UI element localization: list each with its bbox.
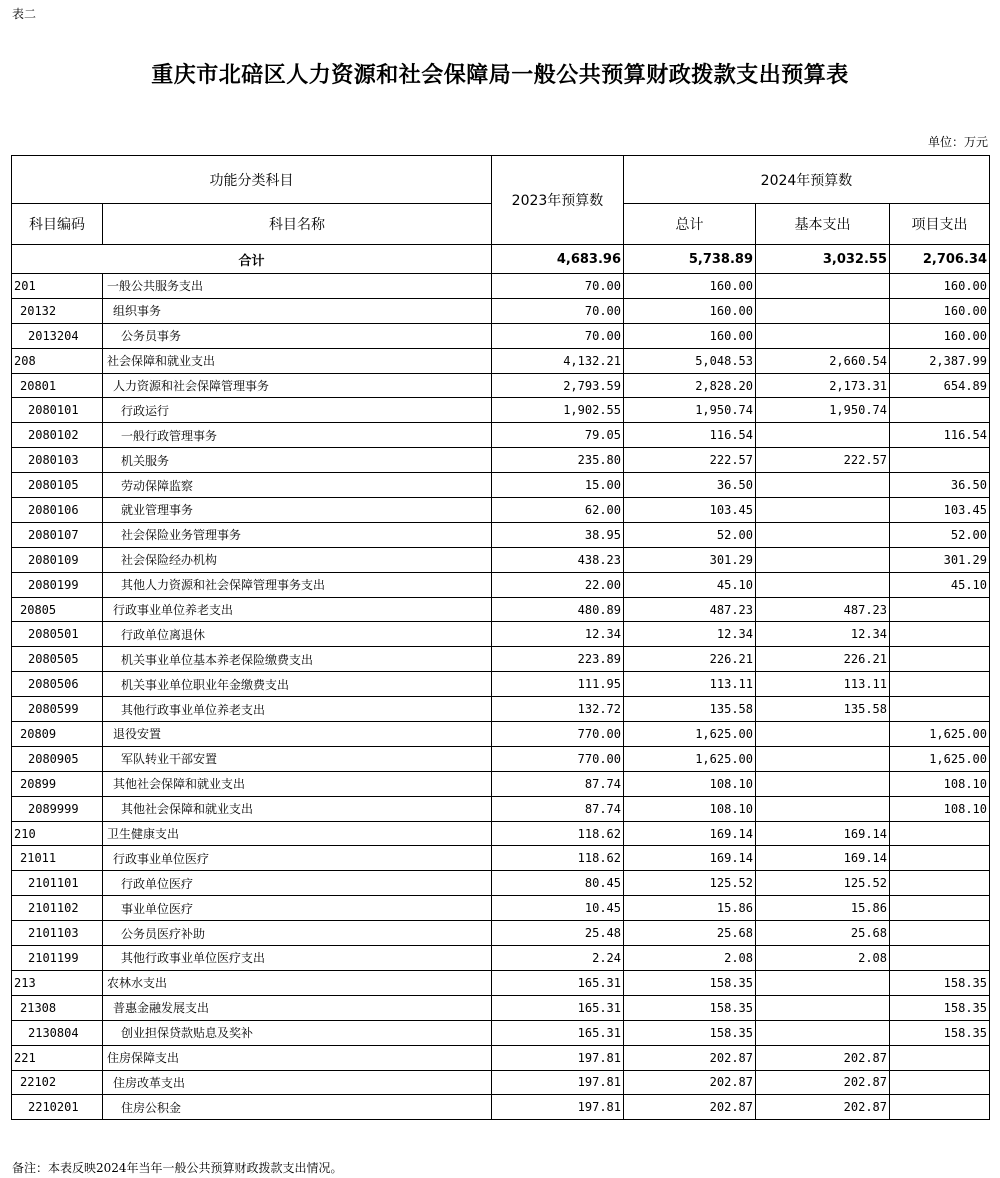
row-total: 103.45 <box>624 498 756 523</box>
row-budget-2023: 70.00 <box>492 274 624 299</box>
row-basic: 2.08 <box>756 946 890 971</box>
row-code: 21308 <box>12 995 103 1020</box>
header-total: 总计 <box>624 204 756 245</box>
row-name: 公务员事务 <box>103 323 492 348</box>
row-project: 160.00 <box>890 274 990 299</box>
row-name: 一般公共服务支出 <box>103 274 492 299</box>
table-row <box>12 672 990 697</box>
row-name: 公务员医疗补助 <box>103 921 492 946</box>
row-basic <box>756 522 890 547</box>
row-basic: 15.86 <box>756 896 890 921</box>
row-basic: 169.14 <box>756 846 890 871</box>
row-code: 21011 <box>12 846 103 871</box>
row-project: 160.00 <box>890 298 990 323</box>
row-name: 创业担保贷款贴息及奖补 <box>103 1020 492 1045</box>
row-project: 36.50 <box>890 473 990 498</box>
row-budget-2023: 2,793.59 <box>492 373 624 398</box>
row-project <box>890 622 990 647</box>
table-row <box>12 298 990 323</box>
row-total: 52.00 <box>624 522 756 547</box>
table-row <box>12 522 990 547</box>
row-name: 事业单位医疗 <box>103 896 492 921</box>
row-name: 其他行政事业单位养老支出 <box>103 697 492 722</box>
row-project: 108.10 <box>890 771 990 796</box>
total-basic: 3,032.55 <box>756 245 890 274</box>
row-code: 2080501 <box>12 622 103 647</box>
row-budget-2023: 235.80 <box>492 448 624 473</box>
table-row <box>12 846 990 871</box>
table-row <box>12 423 990 448</box>
row-budget-2023: 12.34 <box>492 622 624 647</box>
row-name: 普惠金融发展支出 <box>103 995 492 1020</box>
row-total: 202.87 <box>624 1045 756 1070</box>
row-total: 108.10 <box>624 771 756 796</box>
row-basic: 226.21 <box>756 647 890 672</box>
row-basic <box>756 970 890 995</box>
row-project: 301.29 <box>890 547 990 572</box>
row-project <box>890 821 990 846</box>
row-code: 2101103 <box>12 921 103 946</box>
row-code: 2130804 <box>12 1020 103 1045</box>
row-total: 202.87 <box>624 1095 756 1120</box>
row-total: 169.14 <box>624 821 756 846</box>
row-project: 2,387.99 <box>890 348 990 373</box>
row-basic: 1,950.74 <box>756 398 890 423</box>
row-budget-2023: 70.00 <box>492 298 624 323</box>
row-name: 就业管理事务 <box>103 498 492 523</box>
header-basic: 基本支出 <box>756 204 890 245</box>
row-total: 301.29 <box>624 547 756 572</box>
row-code: 20805 <box>12 597 103 622</box>
row-budget-2023: 132.72 <box>492 697 624 722</box>
table-row <box>12 398 990 423</box>
row-code: 201 <box>12 274 103 299</box>
row-project <box>890 672 990 697</box>
row-basic: 113.11 <box>756 672 890 697</box>
table-row <box>12 746 990 771</box>
table-row <box>12 274 990 299</box>
row-name: 行政单位离退休 <box>103 622 492 647</box>
total-total: 5,738.89 <box>624 245 756 274</box>
row-code: 20132 <box>12 298 103 323</box>
row-total: 222.57 <box>624 448 756 473</box>
row-basic <box>756 796 890 821</box>
row-name: 行政事业单位养老支出 <box>103 597 492 622</box>
row-code: 2080199 <box>12 572 103 597</box>
table-row <box>12 970 990 995</box>
row-basic: 135.58 <box>756 697 890 722</box>
row-code: 20801 <box>12 373 103 398</box>
row-total: 2.08 <box>624 946 756 971</box>
row-project: 52.00 <box>890 522 990 547</box>
row-budget-2023: 111.95 <box>492 672 624 697</box>
row-budget-2023: 15.00 <box>492 473 624 498</box>
row-total: 25.68 <box>624 921 756 946</box>
row-budget-2023: 2.24 <box>492 946 624 971</box>
row-code: 2101199 <box>12 946 103 971</box>
row-total: 135.58 <box>624 697 756 722</box>
row-name: 其他社会保障和就业支出 <box>103 796 492 821</box>
table-row <box>12 1045 990 1070</box>
table-row <box>12 1070 990 1095</box>
row-budget-2023: 223.89 <box>492 647 624 672</box>
row-budget-2023: 79.05 <box>492 423 624 448</box>
row-name: 劳动保障监察 <box>103 473 492 498</box>
table-row <box>12 473 990 498</box>
row-project <box>890 697 990 722</box>
table-row <box>12 722 990 747</box>
row-basic <box>756 323 890 348</box>
row-total: 487.23 <box>624 597 756 622</box>
row-name: 人力资源和社会保障管理事务 <box>103 373 492 398</box>
table-row <box>12 448 990 473</box>
row-project: 158.35 <box>890 1020 990 1045</box>
row-budget-2023: 438.23 <box>492 547 624 572</box>
row-budget-2023: 4,132.21 <box>492 348 624 373</box>
row-code: 2080505 <box>12 647 103 672</box>
row-name: 一般行政管理事务 <box>103 423 492 448</box>
row-total: 226.21 <box>624 647 756 672</box>
row-total: 108.10 <box>624 796 756 821</box>
table-row <box>12 1020 990 1045</box>
row-code: 2210201 <box>12 1095 103 1120</box>
table-row <box>12 597 990 622</box>
row-basic <box>756 274 890 299</box>
row-total: 160.00 <box>624 274 756 299</box>
row-project <box>890 647 990 672</box>
row-total: 15.86 <box>624 896 756 921</box>
row-project <box>890 1070 990 1095</box>
row-project: 116.54 <box>890 423 990 448</box>
row-name: 机关事业单位职业年金缴费支出 <box>103 672 492 697</box>
row-total: 158.35 <box>624 995 756 1020</box>
row-budget-2023: 197.81 <box>492 1070 624 1095</box>
header-name: 科目名称 <box>103 204 492 245</box>
row-budget-2023: 165.31 <box>492 1020 624 1045</box>
row-project <box>890 398 990 423</box>
row-code: 20899 <box>12 771 103 796</box>
table-row <box>12 821 990 846</box>
table-body <box>12 245 990 1120</box>
row-name: 行政运行 <box>103 398 492 423</box>
row-project: 45.10 <box>890 572 990 597</box>
row-budget-2023: 22.00 <box>492 572 624 597</box>
row-total: 160.00 <box>624 323 756 348</box>
row-basic: 12.34 <box>756 622 890 647</box>
header-func-class: 功能分类科目 <box>12 156 492 204</box>
row-basic <box>756 298 890 323</box>
header-code: 科目编码 <box>12 204 103 245</box>
row-code: 2089999 <box>12 796 103 821</box>
row-project: 1,625.00 <box>890 722 990 747</box>
row-name: 机关事业单位基本养老保险缴费支出 <box>103 647 492 672</box>
row-name: 社会保险经办机构 <box>103 547 492 572</box>
row-budget-2023: 197.81 <box>492 1045 624 1070</box>
row-basic: 2,173.31 <box>756 373 890 398</box>
row-budget-2023: 118.62 <box>492 821 624 846</box>
row-code: 2080905 <box>12 746 103 771</box>
row-code: 2080102 <box>12 423 103 448</box>
row-budget-2023: 87.74 <box>492 771 624 796</box>
row-basic: 169.14 <box>756 821 890 846</box>
row-name: 其他人力资源和社会保障管理事务支出 <box>103 572 492 597</box>
table-row <box>12 946 990 971</box>
row-name: 退役安置 <box>103 722 492 747</box>
row-name: 住房改革支出 <box>103 1070 492 1095</box>
row-project <box>890 1045 990 1070</box>
table-row <box>12 348 990 373</box>
table-row <box>12 373 990 398</box>
row-basic <box>756 995 890 1020</box>
row-name: 住房保障支出 <box>103 1045 492 1070</box>
row-name: 农林水支出 <box>103 970 492 995</box>
row-code: 208 <box>12 348 103 373</box>
row-code: 2080107 <box>12 522 103 547</box>
row-basic: 25.68 <box>756 921 890 946</box>
row-budget-2023: 770.00 <box>492 746 624 771</box>
row-total: 113.11 <box>624 672 756 697</box>
total-project: 2,706.34 <box>890 245 990 274</box>
row-budget-2023: 87.74 <box>492 796 624 821</box>
row-basic: 487.23 <box>756 597 890 622</box>
row-name: 组织事务 <box>103 298 492 323</box>
row-project <box>890 846 990 871</box>
row-total: 45.10 <box>624 572 756 597</box>
row-budget-2023: 62.00 <box>492 498 624 523</box>
row-project <box>890 921 990 946</box>
row-project: 1,625.00 <box>890 746 990 771</box>
row-basic: 202.87 <box>756 1070 890 1095</box>
row-project <box>890 896 990 921</box>
row-code: 2080599 <box>12 697 103 722</box>
row-basic: 202.87 <box>756 1095 890 1120</box>
row-basic <box>756 1020 890 1045</box>
row-name: 社会保障和就业支出 <box>103 348 492 373</box>
row-project <box>890 597 990 622</box>
row-name: 社会保险业务管理事务 <box>103 522 492 547</box>
table-row <box>12 647 990 672</box>
row-project: 103.45 <box>890 498 990 523</box>
total-row <box>12 245 990 274</box>
row-code: 213 <box>12 970 103 995</box>
row-basic <box>756 423 890 448</box>
row-basic: 202.87 <box>756 1045 890 1070</box>
row-name: 住房公积金 <box>103 1095 492 1120</box>
row-project: 654.89 <box>890 373 990 398</box>
row-basic: 222.57 <box>756 448 890 473</box>
row-budget-2023: 70.00 <box>492 323 624 348</box>
row-total: 169.14 <box>624 846 756 871</box>
row-code: 2101102 <box>12 896 103 921</box>
row-project <box>890 946 990 971</box>
row-code: 22102 <box>12 1070 103 1095</box>
row-code: 2080106 <box>12 498 103 523</box>
row-total: 1,625.00 <box>624 722 756 747</box>
row-total: 158.35 <box>624 970 756 995</box>
row-budget-2023: 1,902.55 <box>492 398 624 423</box>
row-budget-2023: 10.45 <box>492 896 624 921</box>
row-project <box>890 1095 990 1120</box>
header-project: 项目支出 <box>890 204 990 245</box>
unit-label: 单位：万元 <box>927 135 988 149</box>
page-title: 重庆市北碚区人力资源和社会保障局一般公共预算财政拨款支出预算表 <box>151 63 849 88</box>
row-basic <box>756 547 890 572</box>
table-row <box>12 498 990 523</box>
table-row <box>12 547 990 572</box>
table-row <box>12 622 990 647</box>
row-budget-2023: 197.81 <box>492 1095 624 1120</box>
table-row <box>12 921 990 946</box>
row-budget-2023: 80.45 <box>492 871 624 896</box>
row-project <box>890 448 990 473</box>
table-row <box>12 771 990 796</box>
table-row <box>12 995 990 1020</box>
row-basic <box>756 498 890 523</box>
row-basic <box>756 572 890 597</box>
table-row <box>12 323 990 348</box>
row-code: 210 <box>12 821 103 846</box>
header-budget-2023: 2023年预算数 <box>492 156 624 245</box>
row-budget-2023: 165.31 <box>492 995 624 1020</box>
row-budget-2023: 165.31 <box>492 970 624 995</box>
row-name: 卫生健康支出 <box>103 821 492 846</box>
row-total: 2,828.20 <box>624 373 756 398</box>
table-row <box>12 697 990 722</box>
table-row <box>12 796 990 821</box>
row-project: 158.35 <box>890 995 990 1020</box>
row-name: 军队转业干部安置 <box>103 746 492 771</box>
total-b2023: 4,683.96 <box>492 245 624 274</box>
row-total: 36.50 <box>624 473 756 498</box>
row-total: 5,048.53 <box>624 348 756 373</box>
row-code: 20809 <box>12 722 103 747</box>
table-row <box>12 572 990 597</box>
row-basic: 125.52 <box>756 871 890 896</box>
total-label: 合计 <box>12 245 492 274</box>
row-total: 202.87 <box>624 1070 756 1095</box>
row-total: 116.54 <box>624 423 756 448</box>
row-basic <box>756 771 890 796</box>
row-name: 机关服务 <box>103 448 492 473</box>
row-name: 行政单位医疗 <box>103 871 492 896</box>
row-total: 1,625.00 <box>624 746 756 771</box>
row-code: 2101101 <box>12 871 103 896</box>
row-budget-2023: 480.89 <box>492 597 624 622</box>
row-code: 2013204 <box>12 323 103 348</box>
row-basic: 2,660.54 <box>756 348 890 373</box>
row-name: 其他社会保障和就业支出 <box>103 771 492 796</box>
row-total: 12.34 <box>624 622 756 647</box>
row-basic <box>756 746 890 771</box>
table-row <box>12 1095 990 1120</box>
row-name: 其他行政事业单位医疗支出 <box>103 946 492 971</box>
row-budget-2023: 25.48 <box>492 921 624 946</box>
header-budget-2024: 2024年预算数 <box>624 156 990 204</box>
table-row <box>12 896 990 921</box>
row-total: 125.52 <box>624 871 756 896</box>
row-total: 1,950.74 <box>624 398 756 423</box>
row-project <box>890 871 990 896</box>
budget-table <box>11 155 990 1120</box>
row-basic <box>756 473 890 498</box>
row-budget-2023: 118.62 <box>492 846 624 871</box>
row-total: 160.00 <box>624 298 756 323</box>
row-budget-2023: 770.00 <box>492 722 624 747</box>
table-row <box>12 871 990 896</box>
row-project: 108.10 <box>890 796 990 821</box>
footnote: 备注：本表反映2024年当年一般公共预算财政拨款支出情况。 <box>12 1161 343 1175</box>
table-number-label: 表二 <box>12 7 37 21</box>
row-code: 2080103 <box>12 448 103 473</box>
row-code: 2080506 <box>12 672 103 697</box>
row-code: 2080105 <box>12 473 103 498</box>
row-code: 221 <box>12 1045 103 1070</box>
row-code: 2080109 <box>12 547 103 572</box>
row-total: 158.35 <box>624 1020 756 1045</box>
row-project: 160.00 <box>890 323 990 348</box>
row-budget-2023: 38.95 <box>492 522 624 547</box>
row-name: 行政事业单位医疗 <box>103 846 492 871</box>
row-project: 158.35 <box>890 970 990 995</box>
row-basic <box>756 722 890 747</box>
row-code: 2080101 <box>12 398 103 423</box>
